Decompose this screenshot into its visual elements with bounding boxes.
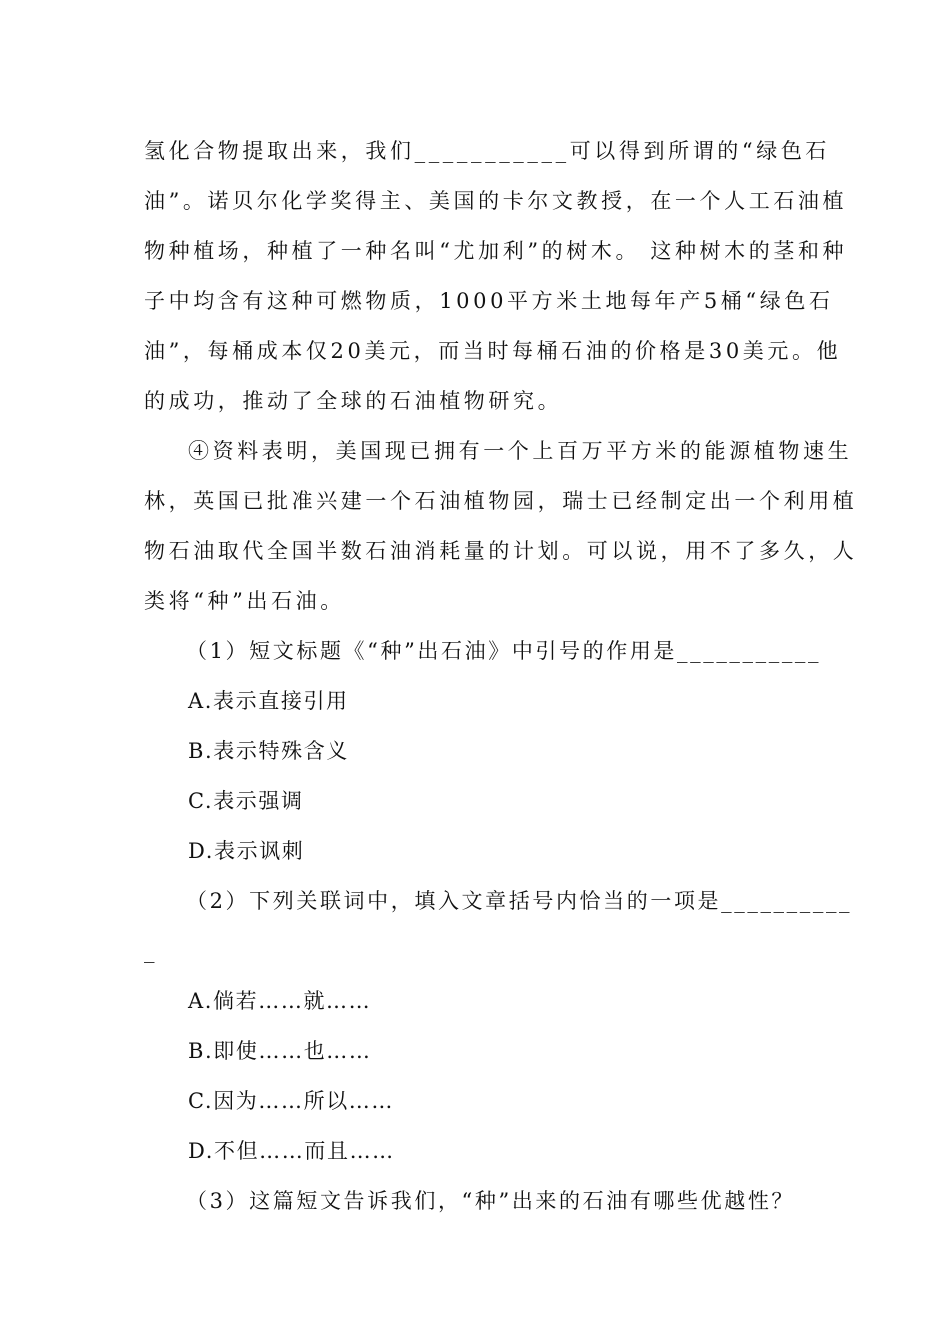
paragraph-line: 油”，每桶成本仅20美元，而当时每桶石油的价格是30美元。他	[144, 339, 842, 363]
paragraph-line: 类将“种”出石油。	[144, 589, 345, 613]
paragraph-line: 的成功，推动了全球的石油植物研究。	[144, 389, 563, 413]
paragraph-line: 氢化合物提取出来，我们___________可以得到所谓的“绿色石	[144, 139, 831, 163]
paragraph-line: ④资料表明，美国现已拥有一个上百万平方米的能源植物速生	[188, 439, 853, 463]
question-3-stem: （3）这篇短文告诉我们，“种”出来的石油有哪些优越性？	[186, 1189, 796, 1213]
paragraph-line: 油”。诺贝尔化学奖得主、美国的卡尔文教授，在一个人工石油植	[144, 189, 848, 213]
paragraph-line: 子中均含有这种可燃物质，1000平方米土地每年产5桶“绿色石	[144, 289, 834, 313]
q1-option-a: A.表示直接引用	[188, 689, 349, 713]
paragraph-line: 物种植场，种植了一种名叫“尤加利”的树木。 这种树木的茎和种	[144, 239, 848, 263]
q1-option-b: B.表示特殊含义	[188, 739, 349, 763]
q1-option-c: C.表示强调	[188, 789, 304, 813]
paragraph-line: 物石油取代全国半数石油消耗量的计划。可以说，用不了多久，人	[144, 539, 858, 563]
q2-option-b: B.即使……也……	[188, 1039, 372, 1063]
q2-option-a: A.倘若……就……	[188, 989, 372, 1013]
q2-option-d: D.不但……而且……	[188, 1139, 395, 1163]
q1-option-d: D.表示讽刺	[188, 839, 305, 863]
question-1-stem: （1）短文标题《“种”出石油》中引号的作用是___________	[186, 639, 822, 663]
q2-option-c: C.因为……所以……	[188, 1089, 394, 1113]
question-2-stem: （2）下列关联词中，填入文章括号内恰当的一项是__________	[186, 889, 853, 913]
question-2-stem-continuation: _	[144, 939, 159, 963]
paragraph-line: 林，英国已批准兴建一个石油植物园，瑞士已经制定出一个利用植	[144, 489, 858, 513]
